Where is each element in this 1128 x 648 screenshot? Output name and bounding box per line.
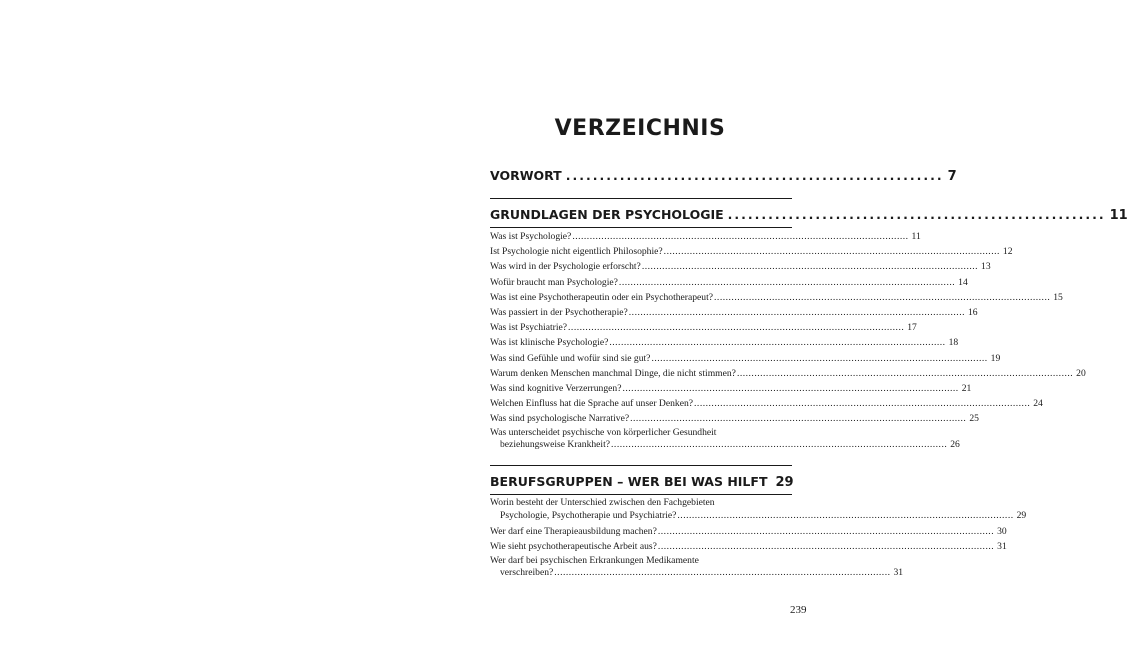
entry-page: 30 xyxy=(997,526,1007,538)
entry-page: 14 xyxy=(958,276,968,288)
toc-entry xyxy=(490,366,1086,381)
entry-page: 12 xyxy=(1002,246,1013,258)
leader-dots: .................................................................................................................... xyxy=(694,398,1031,410)
leader-dots: .................................................................................................................... xyxy=(641,261,979,273)
entry-page: 16 xyxy=(967,307,978,319)
entry-title: Wer darf bei psychischen Erkrankungen Medikamente xyxy=(490,554,699,566)
toc-entry xyxy=(490,351,1001,366)
leader-dots: .................................................................................................................... xyxy=(657,526,995,538)
entry-title: Warum denken Menschen manchmal Dinge, die nicht stimmen? xyxy=(490,367,736,379)
entry-page: 24 xyxy=(1033,398,1043,410)
toc-entry xyxy=(490,411,979,426)
page-number: 239 xyxy=(790,604,807,616)
entry-page: 25 xyxy=(969,413,979,425)
entry-title-continued: beziehungsweise Krankheit? xyxy=(500,439,611,451)
entry-page: 31 xyxy=(893,567,904,579)
toc-entry xyxy=(490,381,972,396)
section-title: VORWORT xyxy=(490,168,562,183)
toc-entry xyxy=(490,426,960,454)
toc-entry xyxy=(490,229,921,244)
entry-title: Wofür braucht man Psychologie? xyxy=(490,276,618,288)
entry-page: 11 xyxy=(911,231,921,242)
toc-section-heading xyxy=(490,168,957,190)
entry-title: Was unterscheidet psychische von körperlicher Gesundheit xyxy=(490,426,717,438)
entry-title-continued: verschreiben? xyxy=(500,567,554,579)
toc-entry xyxy=(490,396,1043,411)
entry-page: 17 xyxy=(907,322,917,334)
section-page: 29 xyxy=(775,475,794,491)
entry-title: Was sind Gefühle und wofür sind sie gut? xyxy=(490,352,651,364)
toc-section-heading xyxy=(490,198,1128,227)
entry-title: Was ist Psychiatrie? xyxy=(490,322,568,334)
toc-entry xyxy=(490,524,1007,539)
entry-title: Was ist Psychologie? xyxy=(490,231,572,242)
section-title: BERUFSGRUPPEN – WER BEI WAS HILFT xyxy=(490,474,768,490)
toc-entry xyxy=(490,335,959,350)
leader-dots: .................................................................................................................... xyxy=(714,291,1051,303)
toc-section-heading xyxy=(490,465,792,494)
entry-title: Was ist klinische Psychologie? xyxy=(490,337,609,349)
toc-entry xyxy=(490,539,1007,554)
entry-page: 31 xyxy=(997,541,1007,553)
leader-dots: .................................................................................................................... xyxy=(611,439,948,451)
toc-entry-list xyxy=(490,495,1027,581)
toc-title: VERZEICHNIS xyxy=(554,116,726,141)
toc-entry xyxy=(490,275,968,290)
entry-page: 29 xyxy=(1016,509,1027,521)
entry-page: 21 xyxy=(961,383,972,395)
entry-title: Worin besteht der Unterschied zwischen den Fachgebieten xyxy=(490,497,715,509)
section-page: 7 xyxy=(947,169,957,184)
leader-dots: .................................................................................................................... xyxy=(657,541,995,553)
leader-dots: .................................................................................................................... xyxy=(554,567,891,579)
leader-dots: .................................................................................................................... xyxy=(628,307,965,319)
leader-dots: .................................................................................................................... xyxy=(736,367,1074,379)
toc-entry xyxy=(490,305,978,320)
table-of-contents xyxy=(490,164,1128,581)
entry-title-continued: Psychologie, Psychotherapie und Psychiatrie? xyxy=(500,509,677,521)
entry-title: Was sind kognitive Verzerrungen? xyxy=(490,383,622,395)
toc-entry xyxy=(490,244,1013,259)
toc-entry xyxy=(490,497,1027,524)
entry-page: 26 xyxy=(950,439,960,451)
leader-dots: .................................................................................................................... xyxy=(568,322,905,334)
entry-title: Was ist eine Psychotherapeutin oder ein Psychotherapeut? xyxy=(490,291,714,303)
toc-entry-list xyxy=(490,228,1086,453)
entry-title: Was passiert in der Psychotherapie? xyxy=(490,307,628,319)
leader-dots: .................................................................................................................... xyxy=(609,337,946,349)
toc-entry xyxy=(490,320,917,335)
entry-page: 13 xyxy=(981,261,991,273)
leader-dots: .................................................................................................................... xyxy=(572,231,909,242)
leader-dots: .................................................................................................................... xyxy=(677,509,1014,521)
entry-title: Welchen Einfluss hat die Sprache auf unser Denken? xyxy=(490,398,694,410)
toc-entry xyxy=(490,259,991,274)
entry-title: Was wird in der Psychologie erforscht? xyxy=(490,261,641,273)
leader-dots: .................................................................................................................... xyxy=(651,352,988,364)
entry-page: 18 xyxy=(948,337,959,349)
entry-title: Ist Psychologie nicht eigentlich Philosophie? xyxy=(490,246,663,258)
entry-title: Was sind psychologische Narrative? xyxy=(490,413,630,425)
entry-title: Wer darf eine Therapieausbildung machen? xyxy=(490,526,657,538)
entry-page: 15 xyxy=(1053,291,1063,303)
section-title: GRUNDLAGEN DER PSYCHOLOGIE xyxy=(490,207,724,222)
leader-dots: ........................................................ xyxy=(727,207,1106,222)
toc-entry xyxy=(490,554,904,582)
section-page: 11 xyxy=(1109,208,1128,223)
entry-page: 20 xyxy=(1076,367,1086,379)
leader-dots: .................................................................................................................... xyxy=(622,383,959,395)
leader-dots: .................................................................................................................... xyxy=(630,413,967,425)
leader-dots: .................................................................................................................... xyxy=(663,246,1000,258)
entry-page: 19 xyxy=(990,352,1001,364)
leader-dots: ........................................................ xyxy=(565,168,944,183)
leader-dots: .................................................................................................................... xyxy=(618,276,956,288)
toc-entry xyxy=(490,290,1063,305)
entry-title: Wie sieht psychotherapeutische Arbeit aus? xyxy=(490,541,657,553)
